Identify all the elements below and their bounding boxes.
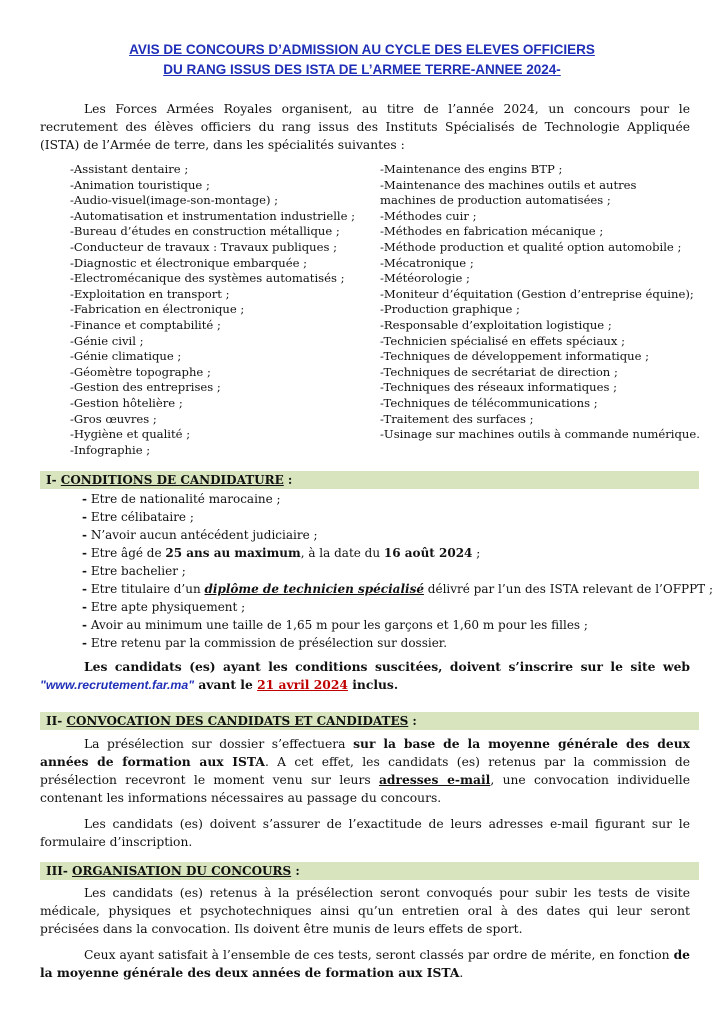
condition-text: , à la date du [300, 546, 384, 560]
condition-text: Etre titulaire d’un [90, 582, 205, 596]
specialties-right-list [380, 162, 700, 443]
specialty-item: -Génie civil ; [70, 333, 144, 348]
specialty-item: -Finance et comptabilité ; [70, 317, 221, 332]
specialty-item: -Automatisation et instrumentation industrielle ; [70, 208, 356, 223]
condition-text: Etre retenu par la commission de présélection sur dossier. [90, 636, 448, 650]
specialty-item: -Diagnostic et électronique embarquée ; [70, 255, 308, 270]
specialty-item: -Techniques de télécommunications ; [380, 395, 598, 410]
email-emphasis: adresses e-mail [378, 772, 491, 787]
section-3-paragraph-2 [40, 946, 690, 982]
bullet: - [82, 582, 87, 596]
title-line-1: AVIS DE CONCOURS D’ADMISSION AU CYCLE DES ELEVES OFFICIERS [129, 42, 595, 57]
section-2-paragraph-2: Les candidats (es) doivent s’assurer de l’exactitude de leurs adresses e-mail figurant sur le formulaire d’inscription. [40, 817, 690, 849]
specialty-item: -Traitement des surfaces ; [380, 411, 534, 426]
specialty-item: -Bureau d’études en construction métallique ; [70, 224, 340, 239]
specialty-item: -Gros œuvres ; [70, 411, 157, 426]
selection-criterion: sur la base de la moyenne générale des deux années de formation aux ISTA [40, 736, 690, 769]
registration-note-text: inclus. [347, 677, 399, 692]
condition-item [82, 580, 713, 598]
condition-item [82, 508, 713, 526]
specialty-item: -Usinage sur machines outils à commande numérique. [380, 427, 700, 442]
paragraph-text: La présélection sur dossier s’effectuera [84, 737, 354, 751]
condition-item [82, 562, 713, 580]
condition-text: Etre célibataire ; [90, 510, 194, 524]
specialty-item: -Fabrication en électronique ; [70, 302, 245, 317]
specialty-item: -Méthode production et qualité option automobile ; [380, 239, 682, 254]
specialty-item: -Méthodes cuir ; [380, 208, 477, 223]
specialty-item: -Assistant dentaire ; [70, 162, 189, 176]
paragraph-text: . [459, 966, 464, 980]
conditions-list [82, 490, 713, 652]
title-line-2-tail: - [556, 62, 561, 77]
intro-paragraph: Les Forces Armées Royales organisent, au titre de l’année 2024, un concours pour le recrutement des élèves officiers du rang issus des Instituts Spécialisés de Technologie Appliquée (ISTA) de l’Armée de terre, dans les spécialités suivantes : [40, 102, 690, 152]
specialty-item: -Météorologie ; [380, 271, 470, 286]
bullet: - [82, 564, 87, 578]
registration-note [40, 658, 690, 694]
registration-note-text: Les candidats (es) ayant les conditions suscitées, doivent s’inscrire sur le site web [84, 659, 690, 674]
condition-item [82, 598, 713, 616]
specialty-item: -Moniteur d’équitation (Gestion d’entreprise équine); [380, 286, 694, 301]
specialty-item: -Conducteur de travaux : Travaux publiques ; [70, 239, 338, 254]
specialty-item: -Animation touristique ; [70, 177, 210, 192]
specialty-item: -Production graphique ; [380, 302, 520, 317]
condition-text: ; [472, 546, 481, 560]
section-1-title: CONDITIONS DE CANDIDATURE [60, 473, 284, 487]
specialty-item: -Exploitation en transport ; [70, 286, 230, 301]
specialty-item: -Techniques des réseaux informatiques ; [380, 380, 618, 395]
condition-item [82, 490, 713, 508]
section-3-paragraph-1: Les candidats (es) retenus à la présélection seront convoqués pour subir les tests de visite médicale, physiques et psychotechniques ainsi qu’un entretien oral à des dates qui leur seront précisées dans la convocation. Ils doivent être munis de leurs effets de sport. [40, 886, 690, 936]
title-line-2 [40, 60, 684, 80]
specialty-item: -Technicien spécialisé en effets spéciaux ; [380, 333, 626, 348]
specialty-item: -Techniques de développement informatique ; [380, 349, 650, 364]
specialty-item: -Gestion hôtelière ; [70, 395, 183, 410]
section-3-prefix: III- [46, 864, 72, 878]
specialty-item: -Mécatronique ; [380, 255, 474, 270]
specialty-item: -Gestion des entreprises ; [70, 380, 221, 395]
registration-note-text: avant le [194, 677, 258, 692]
max-age: 25 ans au maximum [165, 546, 301, 560]
section-2-paragraph-1 [40, 735, 690, 807]
condition-item [82, 634, 713, 652]
section-3-heading [40, 862, 699, 880]
section-1-suffix: : [283, 473, 293, 487]
specialty-item: -Méthodes en fabrication mécanique ; [380, 224, 604, 239]
condition-text: Etre de nationalité marocaine ; [90, 492, 281, 506]
section-2-title: CONVOCATION DES CANDIDATS ET CANDIDATES [66, 714, 409, 728]
condition-text: délivré par l’un des ISTA relevant de l’OFPPT ; [423, 582, 714, 596]
paragraph-text: , une convocation individuelle contenant les informations nécessaires au passage du concours. [40, 773, 690, 805]
condition-text: Etre âgé de [90, 546, 166, 560]
specialty-item: -Hygiène et qualité ; [70, 427, 191, 442]
required-diploma: diplôme de technicien spécialisé [204, 582, 424, 596]
condition-item [82, 544, 713, 562]
specialty-item: -Techniques de secrétariat de direction ; [380, 364, 618, 379]
condition-text: Etre bachelier ; [90, 564, 186, 578]
section-2-prefix: II- [46, 714, 67, 728]
specialty-item: -Audio-visuel(image-son-montage) ; [70, 193, 279, 208]
section-3-suffix: : [291, 864, 300, 878]
paragraph-text: Ceux ayant satisfait à l’ensemble de ces tests, seront classés par ordre de mérite, en fonction [84, 948, 674, 962]
bullet: - [82, 546, 87, 560]
title-line-2-text: DU RANG ISSUS DES ISTA DE L’ARMEE TERRE-ANNEE 2024 [163, 62, 557, 77]
condition-text: Etre apte physiquement ; [90, 600, 246, 614]
specialty-item: -Maintenance des engins BTP ; [380, 162, 563, 176]
bullet: - [82, 618, 87, 632]
specialty-item: -Maintenance des machines outils et autres [380, 177, 637, 192]
registration-deadline: 21 avril 2024 [257, 677, 348, 692]
reference-date: 16 août 2024 [383, 546, 473, 560]
registration-website-link[interactable]: "www.recrutement.far.ma" [40, 678, 195, 692]
specialty-item: -Infographie ; [70, 442, 151, 457]
specialty-item: -Electromécanique des systèmes automatisés ; [70, 271, 345, 286]
bullet: - [82, 636, 87, 650]
section-1-heading [40, 471, 699, 489]
notice-title [40, 40, 684, 80]
specialty-item: -Génie climatique ; [70, 349, 182, 364]
paragraph-text: . A cet effet, les candidats (es) retenus par la commission de présélection recevront le moment venu sur leurs [40, 755, 690, 787]
specialties-left-list [70, 162, 355, 458]
section-2-heading [40, 712, 699, 730]
condition-text: Avoir au minimum une taille de 1,65 m pour les garçons et 1,60 m pour les filles ; [90, 618, 588, 632]
condition-text: N’avoir aucun antécédent judiciaire ; [90, 528, 318, 542]
condition-item [82, 526, 713, 544]
specialty-item: -Responsable d’exploitation logistique ; [380, 317, 612, 332]
condition-item [82, 616, 713, 634]
bullet: - [82, 528, 87, 542]
bullet: - [82, 510, 87, 524]
section-1-prefix: I- [46, 473, 61, 487]
bullet: - [82, 492, 87, 506]
ranking-criterion: de la moyenne générale des deux années de formation aux ISTA [40, 947, 690, 980]
specialty-item: -Géomètre topographe ; [70, 364, 211, 379]
bullet: - [82, 600, 87, 614]
specialty-item: machines de production automatisées ; [380, 193, 611, 208]
section-2-suffix: : [408, 714, 417, 728]
section-3-title: ORGANISATION DU CONCOURS [72, 864, 292, 878]
